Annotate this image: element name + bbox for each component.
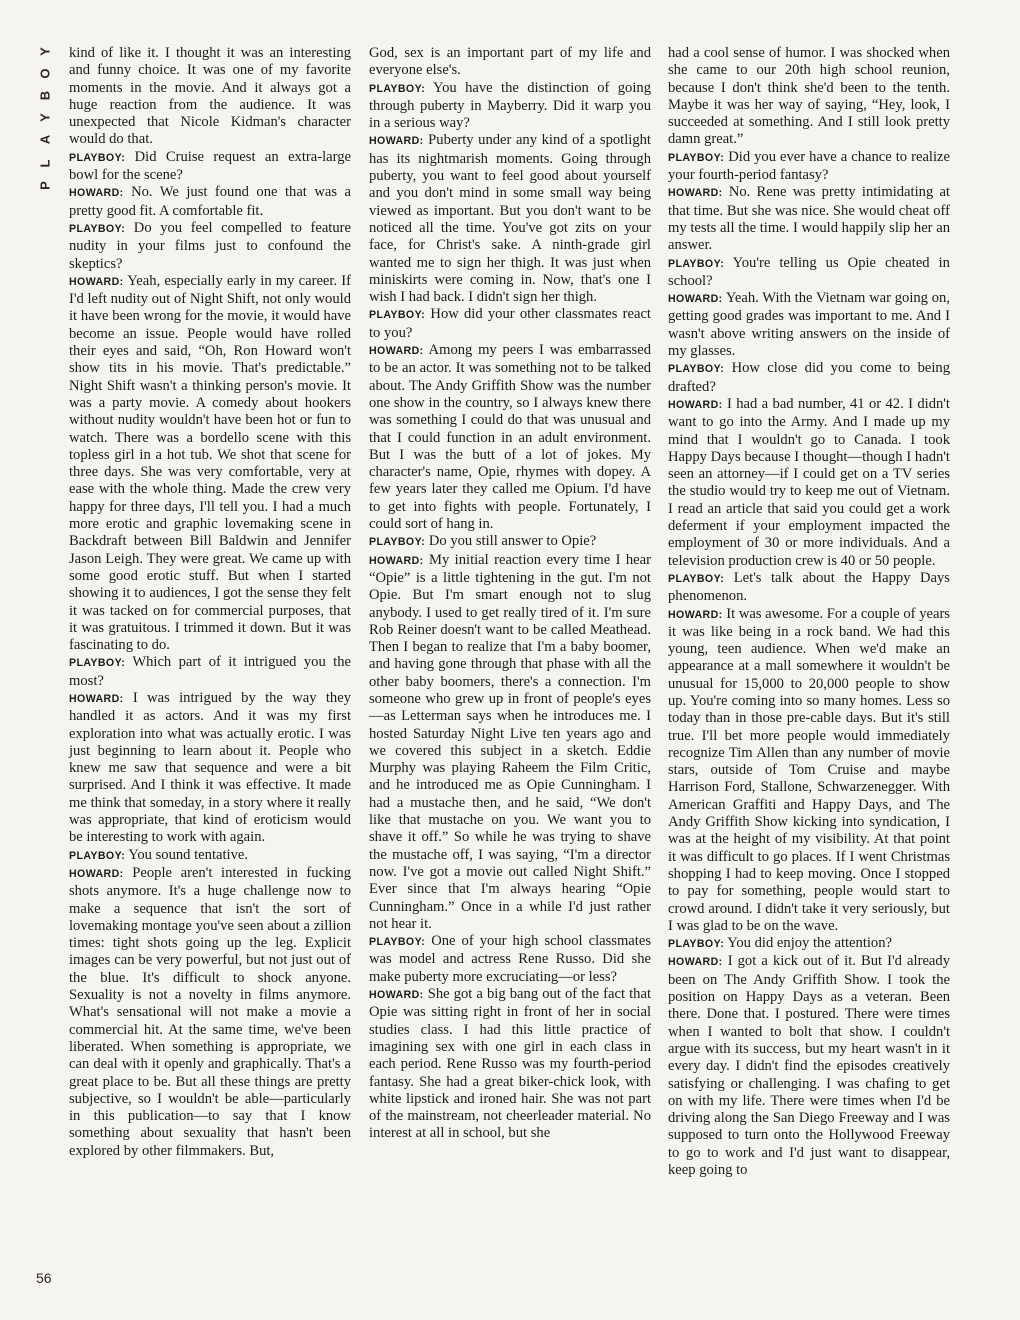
speaker-label: HOWARD: <box>369 989 424 1002</box>
interview-paragraph <box>668 360 950 396</box>
interview-paragraph <box>69 184 351 220</box>
paragraph-text: Yeah, especially early in my career. If I'd left nudity out of Night Shift, not only would it have been wrong for the movie, it would have become an issue. People would have rolled their eyes and said, “Oh, Ron Howard won't show tits in his movie. That's predictable.” Night Shift wasn't a thinking person's movie. It was a party movie. A comedy about hookers without nudity wouldn't have been hot or fun to watch. There was a bordello scene with this topless girl in a hot tub. We shot that scene for three days. She was very comfortable, very at ease with the whole thing. Made the crew very happy for three days, I'll tell you. I had a much more erotic and graphic lovemaking scene in Backdraft between Bill Baldwin and Jennifer Jason Leigh. They were great. We came up with some good erotic stuff. But when I started showing it to audiences, I got the sense they felt it was tacked on for commercial purposes, that it was gratuitous. I trimmed it down. But it was fascinating to do. <box>69 272 351 654</box>
paragraph-text: Yeah. With the Vietnam war going on, getting good grades was important to me. And I wasn't above writing answers on the inside of my glasses. <box>668 290 950 360</box>
speaker-label: PLAYBOY: <box>668 151 725 164</box>
paragraph-text: had a cool sense of humor. I was shocked when she came to our 20th high school reunion, because I don't think she'd been to the tenth. Maybe it was her way of saying, “Hey, look, I succeeded at something. And I still look pretty damn great.” <box>668 45 950 148</box>
paragraph-text: How did your other classmates react to you? <box>369 306 651 341</box>
interview-paragraph <box>668 935 950 953</box>
speaker-label: PLAYBOY: <box>668 572 725 585</box>
paragraph-text: You did enjoy the attention? <box>727 935 893 952</box>
interview-paragraph <box>69 690 351 847</box>
interview-paragraph <box>369 552 651 934</box>
speaker-label: PLAYBOY: <box>69 657 126 670</box>
interview-paragraph <box>369 933 651 986</box>
magazine-sidebar-title <box>34 44 56 214</box>
interview-paragraph <box>668 290 950 360</box>
speaker-label: HOWARD: <box>69 187 124 200</box>
speaker-label: HOWARD: <box>69 275 124 288</box>
interview-paragraph <box>668 255 950 291</box>
interview-paragraph <box>69 865 351 1160</box>
speaker-label: PLAYBOY: <box>369 309 426 322</box>
interview-paragraph <box>69 220 351 273</box>
interview-paragraph <box>668 396 950 570</box>
paragraph-text: Among my peers I was embarrassed to be an actor. It was something not to be talked about. The Andy Griffith Show was the number one show in the country, so I always knew there was something I could do that was unusual and that I could function in an adult environment. But I was the butt of a lot of jokes. My character's name, Opie, rhymes with dopey. A few years later they called me Opium. I'd have to get into fights with people. Fortunately, I could sort of hang in. <box>369 342 652 533</box>
paragraph-text: You have the distinction of going through puberty in Mayberry. Did it warp you in a serious way? <box>369 79 651 132</box>
paragraph-text: You're telling us Opie cheated in school? <box>668 254 950 289</box>
interview-paragraph <box>369 80 651 133</box>
interview-paragraph <box>69 654 351 690</box>
interview-paragraph <box>369 306 651 342</box>
sidebar-letter: B <box>37 90 53 101</box>
sidebar-letter: A <box>37 134 53 145</box>
interview-paragraph <box>69 149 351 185</box>
speaker-label: PLAYBOY: <box>69 849 126 862</box>
paragraph-text: Did you ever have a chance to realize your fourth-period fantasy? <box>668 148 950 184</box>
interview-paragraph <box>668 184 950 254</box>
interview-paragraph <box>668 953 950 1179</box>
paragraph-text: kind of like it. I thought it was an interesting and funny choice. It was one of my favorite moments in the movie. And it always got a huge reaction from the audience. It was unexpected that Nicole Kidman's character would do that. <box>69 45 351 148</box>
speaker-label: HOWARD: <box>668 608 723 621</box>
paragraph-text: Let's talk about the Happy Days phenomenon. <box>668 569 950 605</box>
sidebar-letter: O <box>37 68 53 79</box>
paragraph-text: My initial reaction every time I hear “Opie” is a little tightening in the gut. I'm not Opie. But I'm smart enough not to slug anybody. I used to get really tired of it. I'm sure Rob Reiner doesn't want to be called Meathead. Then I began to realize that I'm a baby boomer, and having gone through that phase with all the other baby boomers, there's a connection. I'm someone who grew up in front of people's eyes—as Letterman says when he introduces me. I hosted Saturday Night Live ten years ago and we covered this subject in a sketch. Eddie Murphy was playing Raheem the Film Critic, and he introduced me as Opie Cunningham. I had a mustache then, and he said, “We don't like that mustache on you. We want you to shave it off.” So while he was trying to shave the mustache off, I was saying, “I'm a director now. I've got a movie out called Night Shift.” Ever since that I'm always hearing “Opie Cunningham.” Once in a while I'd just rather not hear it. <box>369 551 651 932</box>
speaker-label: HOWARD: <box>668 293 723 306</box>
speaker-label: PLAYBOY: <box>668 257 725 270</box>
speaker-label: HOWARD: <box>369 135 424 148</box>
interview-paragraph <box>369 132 651 306</box>
page-number: 56 <box>36 1270 52 1286</box>
sidebar-letter: Y <box>37 47 53 56</box>
text-column-2 <box>369 45 651 1143</box>
paragraph-text: Did Cruise request an extra-large bowl for the scene? <box>69 148 351 184</box>
text-column-3 <box>668 45 950 1179</box>
paragraph-text: Puberty under any kind of a spotlight has its nightmarish moments. Going through puberty, you want to feel good about yourself and you don't mind in some small way being viewed as important. But you don't want to be noticed all the time. You've got zits on your face, for Christ's sake. A ninth-grade girl wanted me to sign her thigh. It was just when miniskirts were coming in. Now, that's one I wish I had back. I didn't sign her thigh. <box>369 132 651 306</box>
paragraph-text: It was awesome. For a couple of years it was like being in a rock band. We had this young, teen audience. When we'd make an appearance at a mall somewhere it wouldn't be unusual for 15,000 to 20,000 people to show up. You're coming into so many homes. Less so today than in those pre-cable days. But it's still true. I'll bet more people would immediately recognize Tim Allen than any number of movie stars, outside of Tom Cruise and maybe Harrison Ford, Stallone, Schwarzenegger. With American Graffiti and Happy Days, and The Andy Griffith Show kicking into syndication, I was at the height of my visibility. At that point it was difficult to go places. If I went Christmas shopping I had to keep moving. Once I stopped to pay for something, people would start to crowd around. I didn't take it very seriously, but I was glad to be on the wave. <box>668 605 950 934</box>
interview-paragraph <box>369 533 651 551</box>
speaker-label: HOWARD: <box>69 867 124 880</box>
interview-paragraph <box>668 606 950 936</box>
paragraph-text: I was intrigued by the way they handled it as actors. And it was my first exploration into what was actually erotic. I was just beginning to learn about it. People who knew me saw that sequence and were a bit surprised. And I think it was effective. It made me think that someday, in a story where it really was appropriate, that kind of eroticism would be interesting to work with again. <box>69 689 351 846</box>
interview-paragraph <box>369 342 651 533</box>
interview-paragraph <box>69 847 351 865</box>
speaker-label: HOWARD: <box>369 554 424 567</box>
paragraph-text: I got a kick out of it. But I'd already been on The Andy Griffith Show. I took the position on Happy Days as a veteran. Been there. Done that. I postured. There were times when I wanted to bolt that show. I couldn't argue with its success, but my heart wasn't in it every day. I didn't find the episodes creatively satisfying or challenging. I was chafing to get on with my life. There were times when I'd be driving along the San Diego Freeway and I was supposed to turn onto the Hollywood Freeway to go to work and I'd just want to disappear, keep going to <box>668 953 950 1178</box>
interview-paragraph <box>668 149 950 185</box>
speaker-label: PLAYBOY: <box>668 363 725 376</box>
sidebar-letter: P <box>37 181 53 190</box>
paragraph-text: She got a big bang out of the fact that Opie was sitting right in front of her in social studies class. I had this little practice of imagining sex with one girl in each class in each period. Rene Russo was my fourth-period fantasy. She had a great biker-chick look, with white lipstick and ironed hair. She was not part of the mainstream, not cheerleader material. No interest at all in school, but she <box>369 986 651 1142</box>
speaker-label: HOWARD: <box>668 956 723 969</box>
paragraph-text: Do you still answer to Opie? <box>428 533 597 550</box>
text-column-1 <box>69 45 351 1160</box>
speaker-label: PLAYBOY: <box>369 936 426 949</box>
speaker-label: PLAYBOY: <box>668 938 725 951</box>
speaker-label: PLAYBOY: <box>69 151 126 164</box>
speaker-label: PLAYBOY: <box>369 536 426 549</box>
paragraph-text: No. Rene was pretty intimidating at that time. But she was nice. She would cheat off my tests all the time. I would happily slip her an answer. <box>668 184 950 254</box>
interview-paragraph <box>369 45 651 80</box>
interview-paragraph <box>668 45 950 149</box>
speaker-label: HOWARD: <box>69 692 124 705</box>
paragraph-text: I had a bad number, 41 or 42. I didn't want to go into the Army. And I made up my mind that I wouldn't go to Canada. I took Happy Days because I thought—though I hadn't seen an attorney—if I could get on a TV series the studio would try to keep me out of Vietnam. I read an article that said you could get a work deferment if your employment impacted the employment of 30 or more individuals. And a television production crew is 40 or 50 people. <box>668 395 950 569</box>
interview-paragraph <box>369 986 651 1143</box>
sidebar-letter: Y <box>37 113 53 122</box>
speaker-label: HOWARD: <box>668 187 723 200</box>
speaker-label: PLAYBOY: <box>369 82 426 95</box>
paragraph-text: One of your high school classmates was model and actress Rene Russo. Did she make puberty more excruciating—or less? <box>369 933 651 985</box>
sidebar-letter: L <box>37 159 53 168</box>
speaker-label: HOWARD: <box>369 345 424 358</box>
interview-paragraph <box>69 273 351 655</box>
speaker-label: HOWARD: <box>668 398 723 411</box>
interview-paragraph <box>668 570 950 606</box>
speaker-label: PLAYBOY: <box>69 222 126 235</box>
paragraph-text: How close did you come to being drafted? <box>668 360 951 395</box>
paragraph-text: God, sex is an important part of my life and everyone else's. <box>369 45 651 79</box>
paragraph-text: Which part of it intrigued you the most? <box>69 654 351 689</box>
paragraph-text: No. We just found one that was a pretty good fit. A comfortable fit. <box>69 184 351 219</box>
interview-paragraph <box>69 45 351 149</box>
paragraph-text: You sound tentative. <box>128 846 249 863</box>
paragraph-text: People aren't interested in fucking shots anymore. It's a huge challenge now to make a sequence that isn't the sort of lovemaking montage you've seen about a zillion times: tight shots going up the leg. Explicit images can be very powerful, but not just out of the blue. It's difficult to shock anyone. Sexuality is not a novelty in films anymore. What's sensational will not make a movie a commercial hit. At the same time, we've been liberated. When something is appropriate, we can deal with it openly and graphically. That's a great place to be. But all these things are pretty subjective, so I wouldn't be able—particularly in this publication—to say that I know something about sexuality that hasn't been explored by other filmmakers. But, <box>69 864 351 1159</box>
paragraph-text: Do you feel compelled to feature nudity in your films just to confound the skeptics? <box>69 219 351 272</box>
